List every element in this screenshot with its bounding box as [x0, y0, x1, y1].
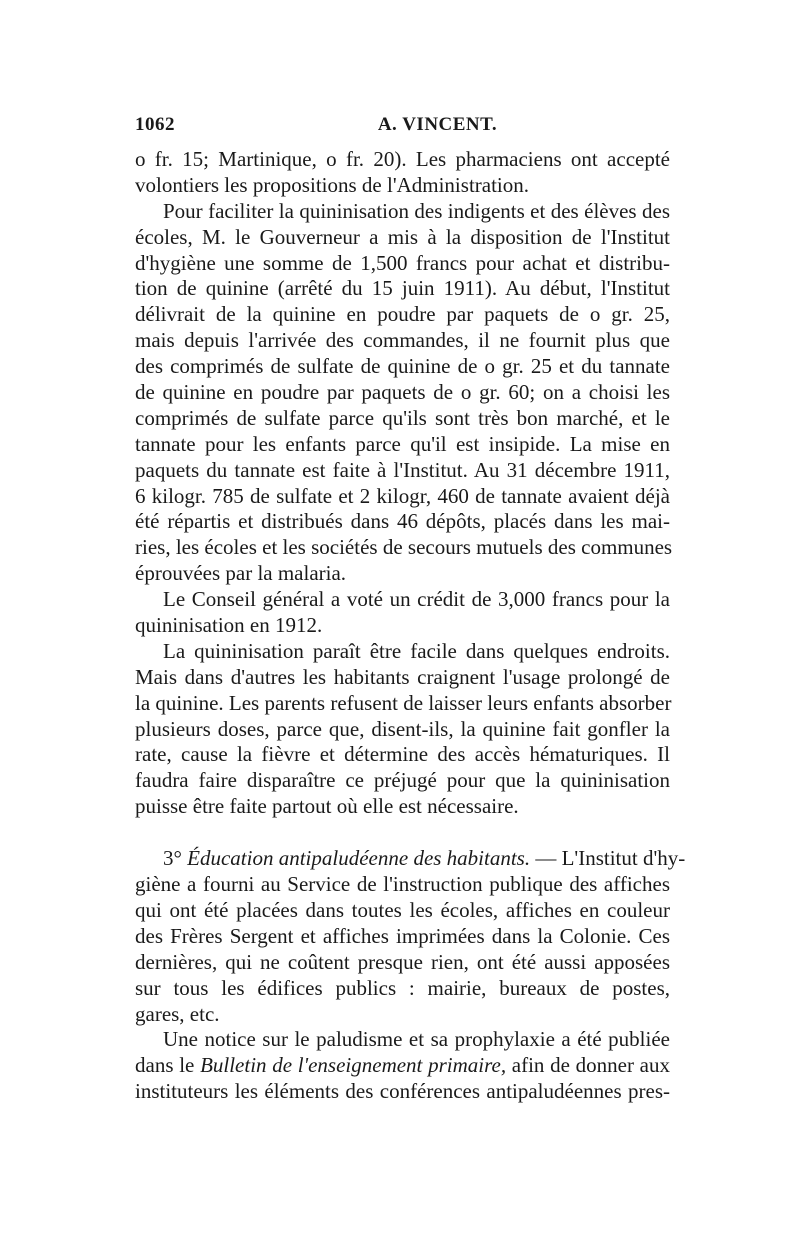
text-line: tannate pour les enfants parce qu'il est insipide. La mise en	[135, 431, 670, 456]
page-header	[135, 114, 670, 144]
text-block-2	[135, 872, 670, 1027]
running-head: A. VINCENT.	[377, 114, 498, 135]
text-line: rate, cause la fièvre et détermine des accès hématuriques. Il	[135, 742, 670, 767]
text-line: tion de quinine (arrêté du 15 juin 1911). Au début, l'Institut	[135, 276, 670, 301]
text-fragment: afin de donner aux	[511, 1053, 670, 1078]
text-line: la quinine. Les parents refusent de laisser leurs enfants absorber	[135, 690, 672, 715]
text-line: mais depuis l'arrivée des commandes, il ne fournit plus que	[135, 328, 670, 353]
text-line: plusieurs doses, parce que, disent-ils, la quinine fait gonfler la	[135, 716, 670, 741]
text-line: gares, etc.	[135, 1001, 220, 1026]
text-fragment: dans le	[135, 1053, 195, 1078]
text-line: délivrait de la quinine en poudre par paquets de o gr. 25,	[135, 302, 670, 327]
text-line: comprimés de sulfate parce qu'ils sont très bon marché, et le	[135, 405, 670, 430]
text-line: éprouvées par la malaria.	[135, 561, 347, 586]
text-line: Le Conseil général a voté un crédit de 3,000 francs pour la	[163, 587, 670, 612]
section-number: 3°	[163, 846, 182, 871]
text-line: de quinine en poudre par paquets de o gr. 60; on a choisi les	[135, 380, 670, 405]
text-line: volontiers les propositions de l'Administration.	[135, 172, 530, 197]
text-line: écoles, M. le Gouverneur a mis à la disposition de l'Institut	[135, 224, 670, 249]
text-line: ries, les écoles et les sociétés de secours mutuels des communes	[135, 535, 673, 560]
text-line: puisse être faite partout où elle est nécessaire.	[135, 794, 519, 819]
page-body	[135, 147, 686, 1105]
text-line: dernières, qui ne coûtent presque rien, ont été aussi apposées	[135, 949, 670, 974]
page-number: 1062	[135, 114, 175, 135]
text-line: La quininisation paraît être facile dans quelques endroits.	[163, 638, 670, 663]
text-line: instituteurs les éléments des conférences antipaludéennes pres-	[135, 1079, 670, 1104]
text-line: été répartis et distribués dans 46 dépôts, placés dans les mai-	[135, 509, 670, 534]
journal-title: Bulletin de l'enseignement primaire,	[200, 1053, 507, 1078]
text-line: faudra faire disparaître ce préjugé pour que la quininisation	[135, 768, 670, 793]
text-line: quininisation en 1912.	[135, 613, 323, 638]
text-line: d'hygiène une somme de 1,500 francs pour achat et distribu-	[135, 250, 670, 275]
text-line-with-citation	[135, 1053, 670, 1079]
text-line: paquets du tannate est faite à l'Institut. Au 31 décembre 1911,	[135, 457, 670, 482]
text-line: sur tous les édifices publics : mairie, bureaux de postes,	[135, 975, 670, 1000]
text-line: Une notice sur le paludisme et sa prophylaxie a été publiée	[163, 1027, 670, 1052]
text-line: o fr. 15; Martinique, o fr. 20). Les pharmaciens ont accepté	[135, 147, 670, 171]
section-first-line-rest: — L'Institut d'hy-	[535, 846, 686, 871]
section-heading-line	[135, 846, 686, 872]
text-line: Pour faciliter la quininisation des indigents et des élèves des	[163, 198, 670, 223]
text-line: des comprimés de sulfate de quinine de o gr. 25 et du tannate	[135, 354, 670, 379]
text-line: Mais dans d'autres les habitants craignent l'usage prolongé de	[135, 664, 670, 689]
text-line: des Frères Sergent et affiches imprimées dans la Colonie. Ces	[135, 923, 670, 948]
text-line: giène a fourni au Service de l'instruction publique des affiches	[135, 872, 670, 897]
section-gap	[135, 820, 670, 846]
text-line: qui ont été placées dans toutes les écoles, affiches en couleur	[135, 897, 670, 922]
section-title: Éducation antipaludéenne des habitants.	[187, 846, 531, 871]
text-block-1	[135, 147, 673, 820]
text-line: 6 kilogr. 785 de sulfate et 2 kilogr, 460 de tannate avaient déjà	[135, 483, 670, 508]
